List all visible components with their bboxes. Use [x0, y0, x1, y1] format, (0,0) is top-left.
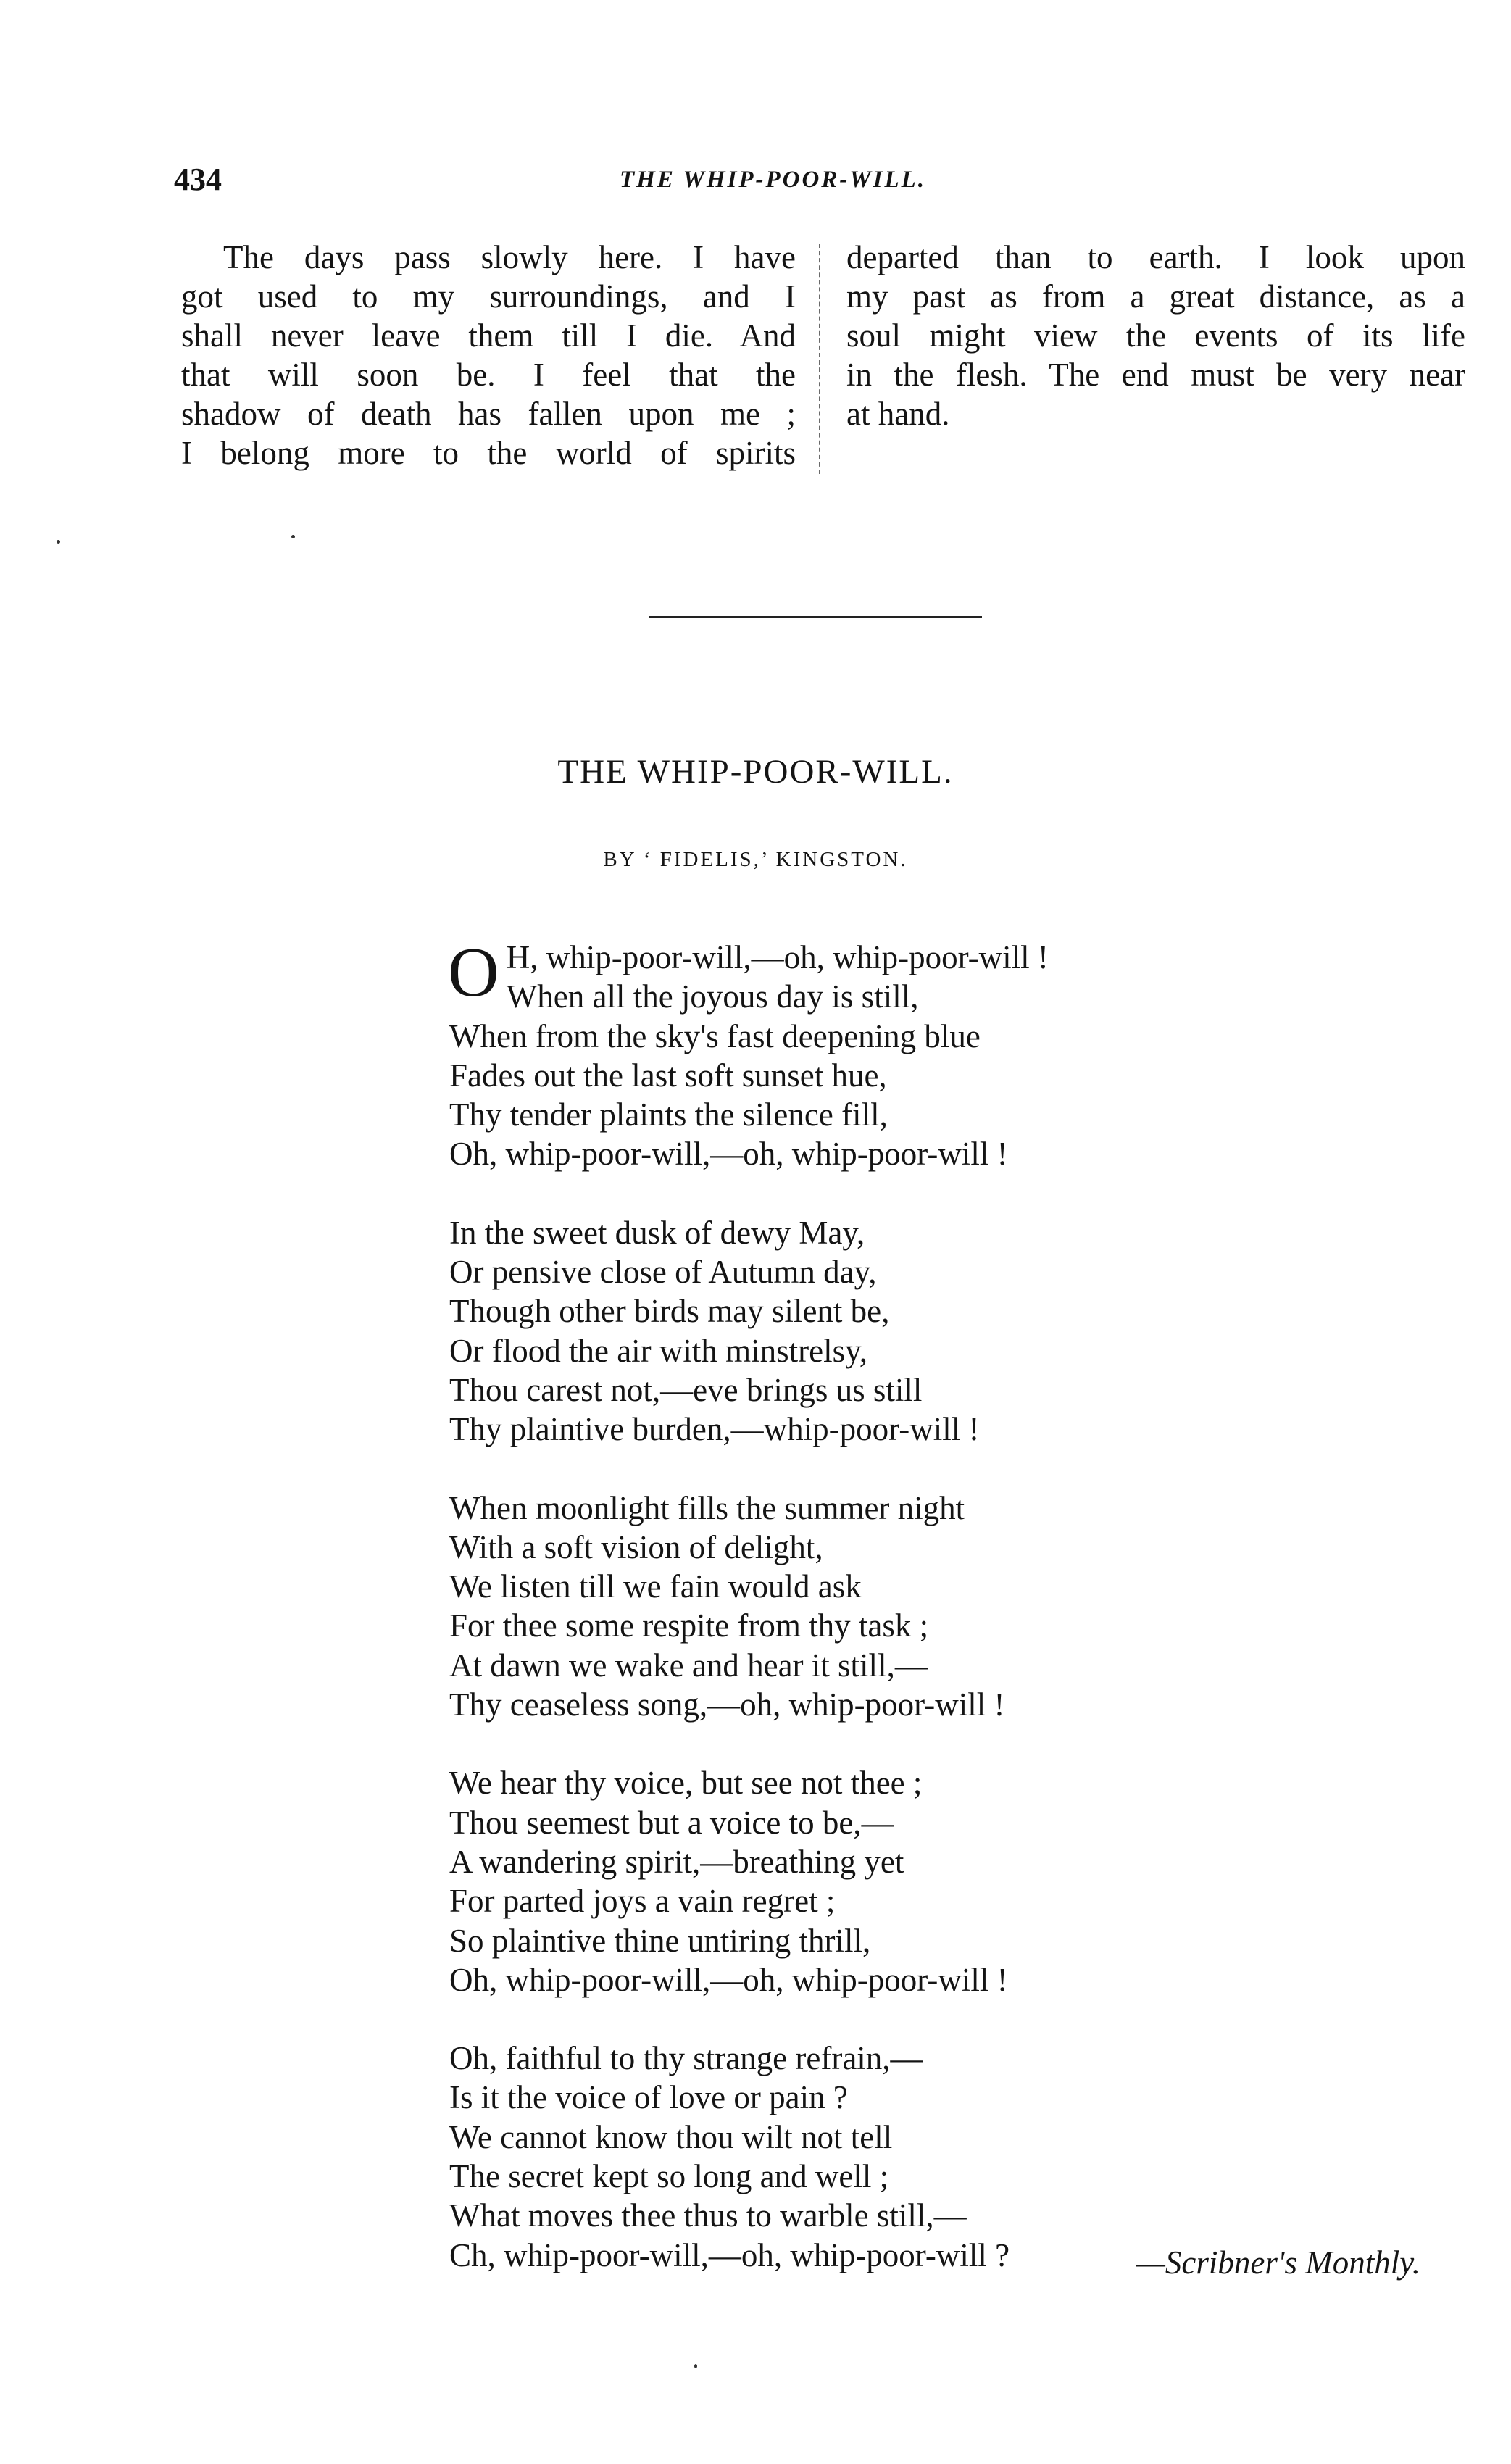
poem-line: The secret kept so long and well ; — [449, 2158, 889, 2195]
poem-line: Ch, whip-poor-will,—oh, whip-poor-will ? — [449, 2236, 1010, 2273]
poem-line: Thy tender plaints the silence fill, — [449, 1096, 888, 1133]
stanza-1 — [448, 933, 1174, 1174]
poem-line: For parted joys a vain regret ; — [449, 1883, 836, 1920]
poem-line: What moves thee thus to warble still,— — [449, 2197, 967, 2234]
poem-line: Thy plaintive burden,—whip-poor-will ! — [449, 1411, 980, 1448]
poem-line: Thou carest not,—eve brings us still — [449, 1371, 923, 1408]
poem-line: Is it the voice of love or pain ? — [449, 2079, 848, 2116]
poem-line: Fades out the last soft sunset hue, — [449, 1057, 887, 1094]
poem-line: We listen till we fain would ask — [449, 1568, 862, 1605]
stanza-2 — [449, 1213, 1174, 1449]
poem-line: Or flood the air with minstrelsy, — [449, 1332, 867, 1369]
page-number: 434 — [174, 162, 222, 197]
stanza-3 — [449, 1489, 1174, 1725]
poem-body — [448, 933, 1174, 2314]
prose-line: departed than to earth. I look upon — [846, 239, 1465, 275]
section-divider — [649, 616, 982, 618]
stanza-4 — [449, 1763, 1174, 1999]
poem-line: Thou seemest but a voice to be,— — [449, 1804, 894, 1841]
poem-line: Thy ceaseless song,—oh, whip-poor-will ! — [449, 1686, 1005, 1723]
print-speck — [57, 540, 60, 544]
print-speck — [694, 2364, 697, 2368]
running-title: THE WHIP-POOR-WILL. — [620, 167, 927, 193]
poem-line: For thee some respite from thy task ; — [449, 1607, 929, 1644]
poem-line: Or pensive close of Autumn day, — [449, 1254, 877, 1291]
poem-line: In the sweet dusk of dewy May, — [449, 1214, 865, 1251]
prose-line: my past as from a great distance, as a — [846, 278, 1465, 315]
poem-line: Oh, whip-poor-will,—oh, whip-poor-will ! — [449, 1136, 1008, 1173]
prose-left-column — [181, 238, 796, 473]
prose-line: I belong more to the world of spirits — [181, 435, 796, 471]
prose-line: soul might view the events of its life — [846, 317, 1465, 354]
poem-byline: BY ‘ FIDELIS,’ KINGSTON. — [603, 848, 908, 871]
poem-line: With a soft vision of delight, — [449, 1528, 823, 1565]
prose-line: shall never leave them till I die. And — [181, 317, 796, 354]
stanza-5 — [449, 2039, 1174, 2275]
poem-line: Oh, faithful to thy strange refrain,— — [449, 2040, 923, 2077]
prose-line: The days pass slowly here. I have — [223, 239, 796, 275]
column-divider — [819, 244, 820, 474]
prose-line: shadow of death has fallen upon me ; — [181, 396, 796, 432]
poem-line: We hear thy voice, but see not thee ; — [449, 1765, 923, 1802]
prose-line: at hand. — [846, 396, 950, 432]
poem-line: Though other birds may silent be, — [449, 1293, 890, 1330]
attribution: —Scribner's Monthly. — [1136, 2244, 1420, 2281]
prose-line: in the flesh. The end must be very near — [846, 357, 1465, 393]
prose-right-column — [846, 238, 1465, 433]
drop-cap: O — [448, 933, 499, 1012]
poem-line: A wandering spirit,—breathing yet — [449, 1843, 904, 1880]
print-speck — [291, 535, 295, 538]
poem-line: So plaintive thine untiring thrill, — [449, 1922, 871, 1959]
prose-line: that will soon be. I feel that the — [181, 357, 796, 393]
poem-line: Oh, whip-poor-will,—oh, whip-poor-will ! — [449, 1961, 1008, 1998]
poem-line: When from the sky's fast deepening blue — [449, 1017, 981, 1054]
poem-line: When moonlight fills the summer night — [449, 1489, 965, 1526]
poem-line: H, whip-poor-will,—oh, whip-poor-will ! — [506, 939, 1049, 975]
prose-line: got used to my surroundings, and I — [181, 278, 796, 315]
poem-line: We cannot know thou wilt not tell — [449, 2118, 893, 2155]
poem-line: When all the joyous day is still, — [506, 978, 919, 1015]
poem-line: At dawn we wake and hear it still,— — [449, 1647, 928, 1683]
first-line — [448, 933, 1174, 1017]
poem-title: THE WHIP-POOR-WILL. — [557, 753, 954, 791]
